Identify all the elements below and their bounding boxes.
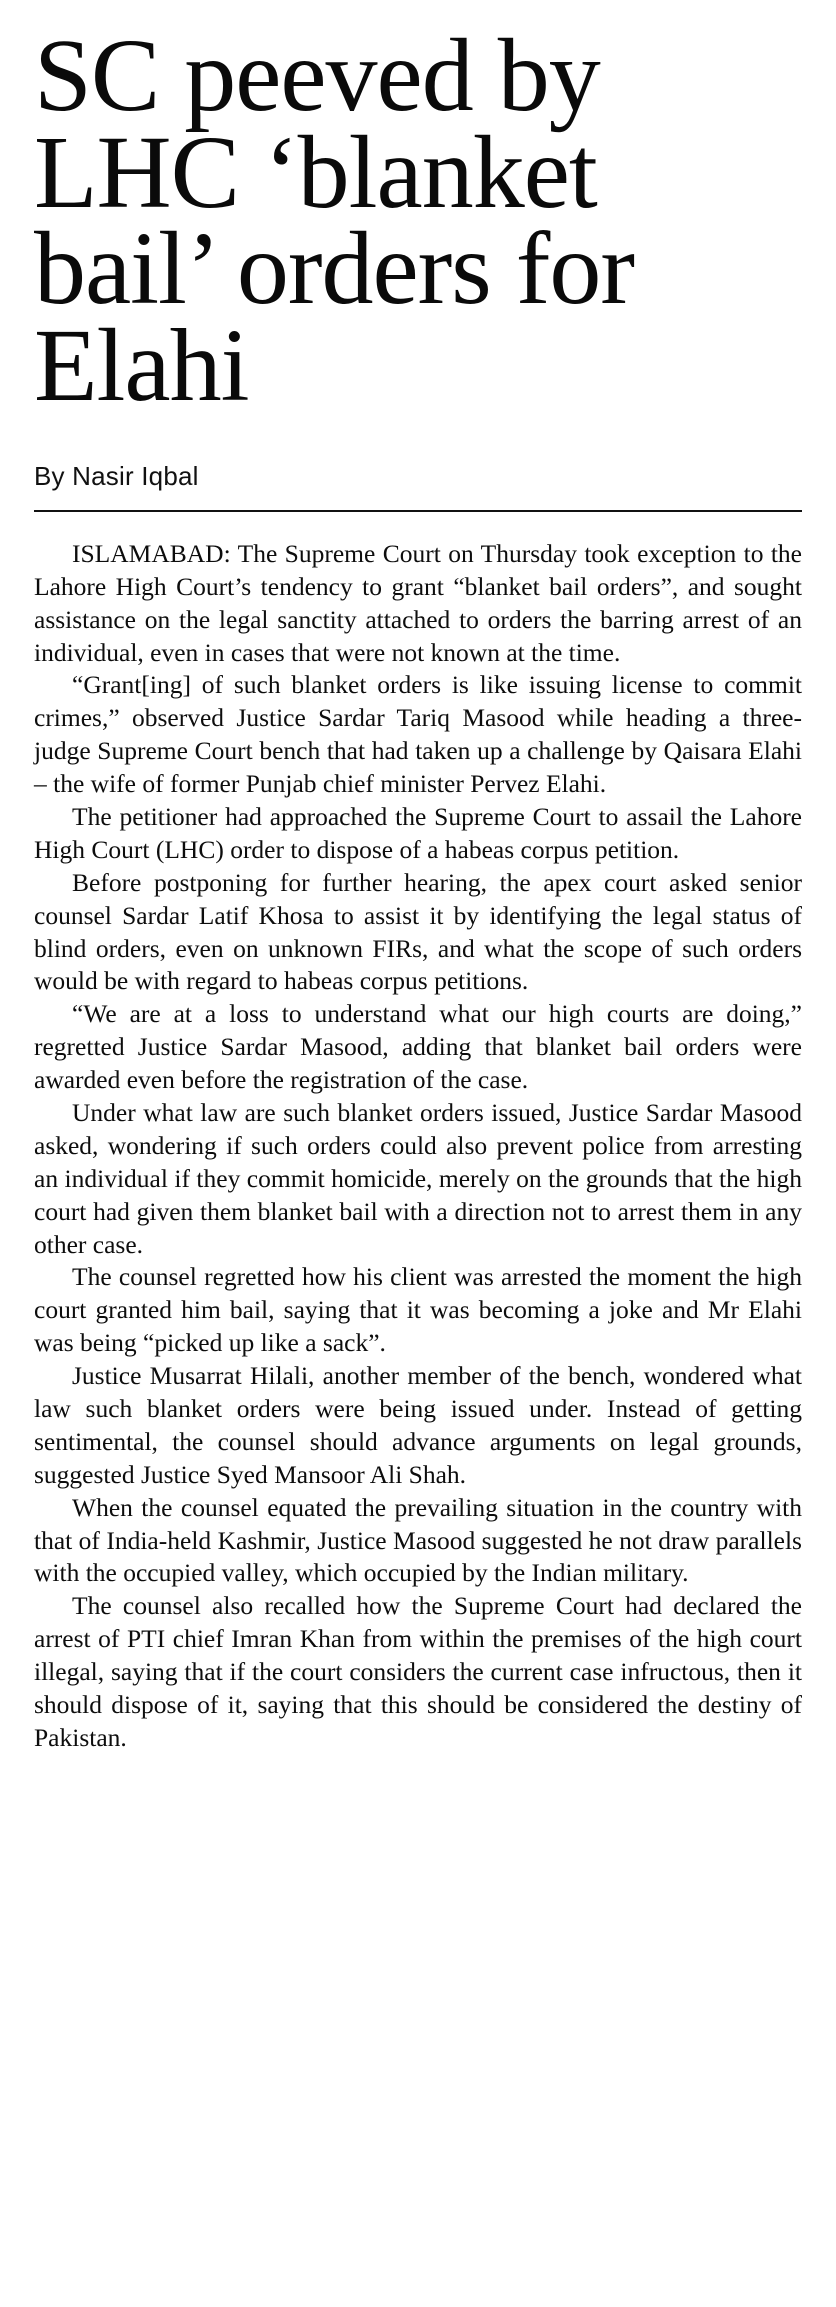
article-paragraph: “We are at a loss to understand what our high courts are doing,” regretted Justice Sardar Masood, adding that blanket bail orders were awarded even before the registration of the case. bbox=[34, 999, 802, 1095]
article-body bbox=[34, 538, 802, 1755]
article-paragraph: When the counsel equated the prevailing situation in the country with that of India-held Kashmir, Justice Masood suggested he not draw parallels with the occupied valley, which occupied by the Indian military. bbox=[34, 1492, 802, 1588]
article-paragraph: ISLAMABAD: The Supreme Court on Thursday took exception to the Lahore High Court’s tendency to grant “blanket bail orders”, and sought assistance on the legal sanctity attached to orders the barring arrest of an individual, even in cases that were not known at the time. bbox=[34, 538, 802, 667]
article-paragraph: The counsel also recalled how the Supreme Court had declared the arrest of PTI chief Imran Khan from within the premises of the high court illegal, saying that if the court considers the current case infructous, then it should dispose of it, saying that this should be considered the destiny of Pakistan. bbox=[34, 1591, 802, 1752]
page-title: SC peeved by LHC ‘blanket bail’ orders for Elahi bbox=[34, 18, 635, 424]
article-byline: By Nasir Iqbal bbox=[34, 460, 199, 491]
byline-divider bbox=[34, 510, 802, 512]
article-paragraph: The petitioner had approached the Supreme Court to assail the Lahore High Court (LHC) order to dispose of a habeas corpus petition. bbox=[34, 802, 802, 864]
article-paragraph: The counsel regretted how his client was arrested the moment the high court granted him bail, saying that it was becoming a joke and Mr Elahi was being “picked up like a sack”. bbox=[34, 1262, 802, 1358]
article-paragraph: Justice Musarrat Hilali, another member of the bench, wondered what law such blanket orders were being issued under. Instead of getting sentimental, the counsel should advance arguments on legal grounds, suggested Justice Syed Mansoor Ali Shah. bbox=[34, 1361, 802, 1489]
article-paragraph: Under what law are such blanket orders issued, Justice Sardar Masood asked, wondering if such orders could also prevent police from arresting an individual if they commit homicide, merely on the grounds that the high court had given them blanket bail with a direction not to arrest them in any other case. bbox=[34, 1098, 802, 1259]
article-paragraph: Before postponing for further hearing, the apex court asked senior counsel Sardar Latif Khosa to assist it by identifying the legal status of blind orders, even on unknown FIRs, and what the scope of such orders would be with regard to habeas corpus petitions. bbox=[34, 867, 802, 996]
article-paragraph: “Grant[ing] of such blanket orders is like issuing license to commit crimes,” observed Justice Sardar Tariq Masood while heading a three-judge Supreme Court bench that had taken up a challenge by Qaisara Elahi – the wife of former Punjab chief minister Pervez Elahi. bbox=[34, 670, 802, 799]
